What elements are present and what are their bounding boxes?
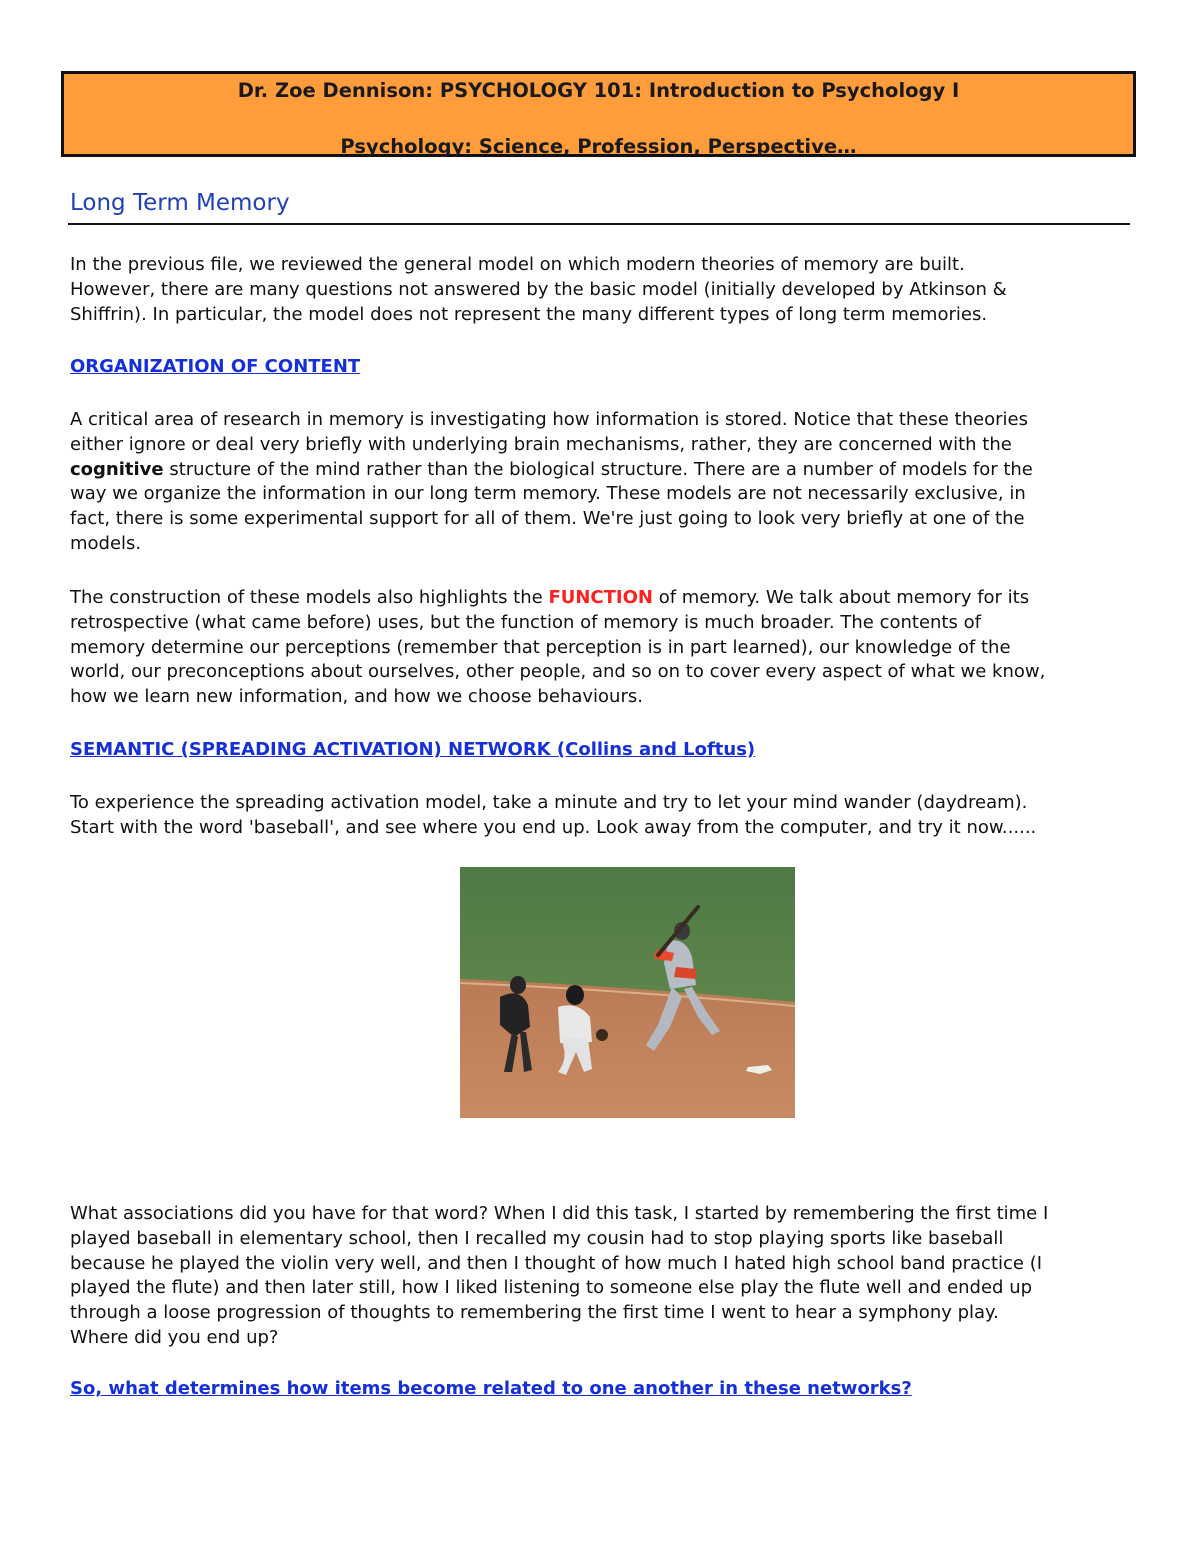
text-fragment: The construction of these models also highlights the: [70, 587, 549, 608]
text-line: A critical area of research in memory is investigating how information is stored. Notice that these theories: [70, 409, 1028, 430]
text-line: In the previous file, we reviewed the general model on which modern theories of memory are built.: [70, 254, 965, 275]
course-header-title: Dr. Zoe Dennison: PSYCHOLOGY 101: Introduction to Psychology I: [237, 79, 960, 102]
course-header-subtitle: Psychology: Science, Profession, Perspective…: [340, 135, 857, 158]
text-line: fact, there is some experimental support for all of them. We're just going to look very briefly at one of the: [70, 508, 1025, 530]
semantic-network-link[interactable]: SEMANTIC (SPREADING ACTIVATION) NETWORK (Collins and Loftus): [70, 739, 756, 760]
text-line: through a loose progression of thoughts to remembering the first time I went to hear a symphony play.: [70, 1302, 999, 1324]
title-underline-divider: [68, 223, 1130, 225]
associations-paragraph: [70, 1202, 1140, 1351]
text-line: because he played the violin very well, and then I thought of how much I hated high school band practice (I: [70, 1252, 1043, 1274]
text-line: To experience the spreading activation model, take a minute and try to let your mind wander (daydream).: [70, 792, 1028, 813]
text-line: [70, 586, 1140, 611]
text-line: played the flute) and then later still, how I liked listening to someone else play the flute well and ended up: [70, 1277, 1033, 1299]
text-line: memory determine our perceptions (remember that perception is in part learned), our knowledge of the: [70, 636, 1011, 658]
text-line: retrospective (what came before) uses, but the function of memory is much broader. The contents of: [70, 611, 981, 633]
function-keyword: FUNCTION: [548, 587, 653, 608]
function-paragraph: [70, 586, 1140, 710]
organization-of-content-link[interactable]: ORGANIZATION OF CONTENT: [70, 356, 361, 377]
course-header-box: [61, 71, 1136, 157]
text-line: played baseball in elementary school, then I recalled my cousin had to stop playing sports like baseball: [70, 1227, 1004, 1249]
text-line: either ignore or deal very briefly with underlying brain mechanisms, rather, they are concerned with the: [70, 433, 1012, 455]
baseball-game-photo: [460, 867, 795, 1118]
cognitive-keyword: cognitive: [70, 458, 164, 480]
text-line: Where did you end up?: [70, 1326, 279, 1348]
text-line: way we organize the information in our long term memory. These models are not necessarily exclusive, in: [70, 483, 1026, 505]
intro-paragraph: [70, 253, 1140, 327]
spreading-activation-paragraph: [70, 791, 1140, 841]
text-line: [70, 458, 1140, 483]
text-line: Shiffrin). In particular, the model does not represent the many different types of long term memories.: [70, 303, 988, 325]
text-line: Start with the word 'baseball', and see where you end up. Look away from the computer, and try it now......: [70, 816, 1037, 838]
organization-paragraph: [70, 408, 1140, 557]
text-line: What associations did you have for that word? When I did this task, I started by remembering the first time I: [70, 1203, 1049, 1224]
how-items-become-related-link[interactable]: So, what determines how items become related to one another in these networks?: [70, 1378, 912, 1399]
text-fragment: structure of the mind rather than the biological structure. There are a number of models for the: [163, 458, 1033, 480]
text-line: world, our preconceptions about ourselves, other people, and so on to cover every aspect of what we know,: [70, 661, 1046, 683]
text-line: how we learn new information, and how we choose behaviours.: [70, 686, 643, 708]
page-title: Long Term Memory: [70, 190, 290, 216]
text-fragment: of memory. We talk about memory for its: [652, 587, 1030, 608]
text-line: However, there are many questions not answered by the basic model (initially developed by Atkinson &: [70, 278, 1007, 300]
text-line: models.: [70, 532, 142, 554]
